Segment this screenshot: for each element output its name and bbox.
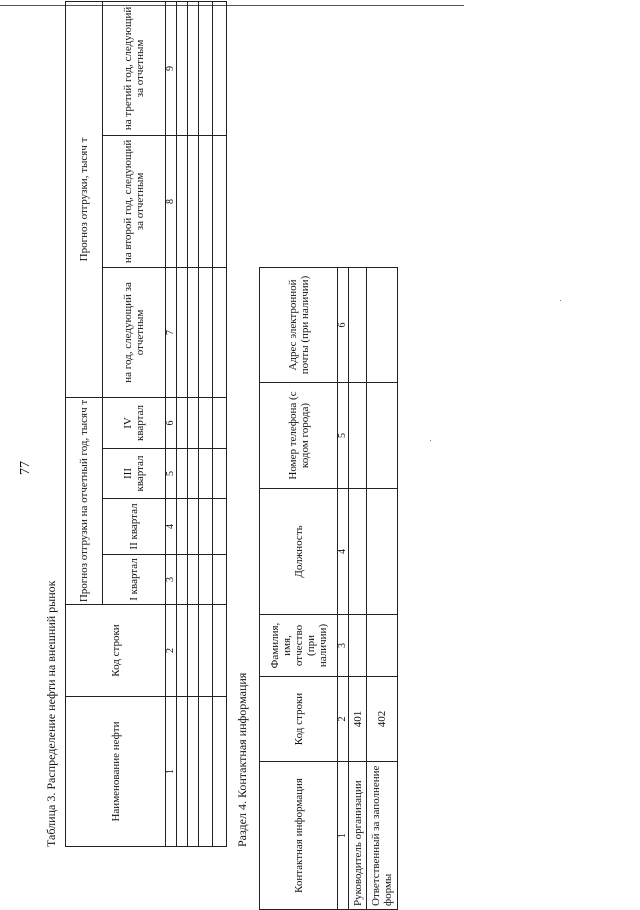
column-number: 5: [166, 449, 177, 499]
phone-cell[interactable]: [349, 383, 367, 489]
column-number: 4: [166, 499, 177, 555]
table-cell[interactable]: [213, 499, 227, 555]
header-q2: II квартал: [103, 499, 166, 555]
table4-contact-info: [259, 267, 398, 910]
table-cell[interactable]: [177, 267, 188, 397]
column-number: 6: [166, 397, 177, 448]
table-cell[interactable]: [188, 605, 199, 697]
table-cell[interactable]: [188, 135, 199, 267]
table-cell[interactable]: [177, 397, 188, 448]
table-cell[interactable]: [199, 555, 213, 605]
position-cell[interactable]: [367, 489, 398, 615]
table-cell[interactable]: [177, 555, 188, 605]
header-current-year-forecast: Прогноз отгрузки на отчетный год, тысяч т: [66, 397, 103, 604]
table-cell[interactable]: [177, 499, 188, 555]
table-row: [349, 268, 367, 910]
row-code: 401: [349, 677, 367, 762]
column-number: 8: [166, 135, 177, 267]
header-year1: на год, следующий за отчетным: [103, 267, 166, 397]
header-q3: III квартал: [103, 449, 166, 499]
table-row: [188, 1, 199, 846]
column-number: 9: [166, 1, 177, 135]
column-number: 5: [338, 383, 349, 489]
table-row: [367, 268, 398, 910]
table-cell[interactable]: [213, 397, 227, 448]
table-cell[interactable]: [188, 555, 199, 605]
table-cell[interactable]: [213, 449, 227, 499]
table-cell[interactable]: [188, 1, 199, 135]
column-number: 3: [338, 615, 349, 677]
column-number: 6: [338, 268, 349, 383]
header-row-code: Код строки: [66, 605, 166, 697]
column-number: 1: [338, 762, 349, 910]
column-number: 7: [166, 267, 177, 397]
contact-label: Ответственный за заполнение формы: [367, 762, 398, 910]
table-cell[interactable]: [199, 1, 213, 135]
header-position: Должность: [260, 489, 338, 615]
table3-oil-distribution: [65, 1, 227, 847]
table-cell[interactable]: [177, 697, 188, 847]
header-oil-name: Наименование нефти: [66, 697, 166, 847]
header-q1: I квартал: [103, 555, 166, 605]
header-year3: на третий год, следующий за отчетным: [103, 1, 166, 135]
page-number: 77: [18, 461, 33, 475]
table-cell[interactable]: [213, 605, 227, 697]
header-row-code: Код строки: [260, 677, 338, 762]
table-cell[interactable]: [199, 135, 213, 267]
column-number: 2: [338, 677, 349, 762]
header-contact-info: Контактная информация: [260, 762, 338, 910]
table-cell[interactable]: [177, 449, 188, 499]
table-cell[interactable]: [188, 397, 199, 448]
header-q4: IV квартал: [103, 397, 166, 448]
table-row: [213, 1, 227, 846]
header-future-forecast: Прогноз отгрузки, тысяч т: [66, 1, 103, 397]
table-cell[interactable]: [188, 697, 199, 847]
table4-caption: Раздел 4. Контактная информация: [235, 672, 249, 847]
table-cell[interactable]: [199, 267, 213, 397]
phone-cell[interactable]: [367, 383, 398, 489]
header-email: Адрес электронной почты (при наличии): [260, 268, 338, 383]
header-year2: на второй год, следующий за отчетным: [103, 135, 166, 267]
table-cell[interactable]: [177, 135, 188, 267]
column-number: 3: [166, 555, 177, 605]
table-cell[interactable]: [199, 499, 213, 555]
table-cell[interactable]: [213, 555, 227, 605]
table-cell[interactable]: [213, 135, 227, 267]
table-row: [177, 1, 188, 846]
table-cell[interactable]: [213, 1, 227, 135]
column-number: 4: [338, 489, 349, 615]
table-cell[interactable]: [213, 697, 227, 847]
table-row: [199, 1, 213, 846]
table3-caption: Таблица 3. Распределение нефти на внешний рынок: [44, 580, 58, 847]
table-cell[interactable]: [213, 267, 227, 397]
header-full-name: Фамилия, имя, отчество (при наличии): [260, 615, 338, 677]
row-code: 402: [367, 677, 398, 762]
column-number: 2: [166, 605, 177, 697]
contact-label: Руководитель организации: [349, 762, 367, 910]
table-cell[interactable]: [199, 605, 213, 697]
column-number: 1: [166, 697, 177, 847]
table-cell[interactable]: [177, 1, 188, 135]
full-name-cell[interactable]: [367, 615, 398, 677]
table-cell[interactable]: [188, 267, 199, 397]
table-cell[interactable]: [199, 397, 213, 448]
table-cell[interactable]: [199, 697, 213, 847]
header-phone: Номер телефона (с кодом города): [260, 383, 338, 489]
table-cell[interactable]: [188, 449, 199, 499]
table-cell[interactable]: [177, 605, 188, 697]
email-cell[interactable]: [349, 268, 367, 383]
full-name-cell[interactable]: [349, 615, 367, 677]
table-cell[interactable]: [188, 499, 199, 555]
table-cell[interactable]: [199, 449, 213, 499]
position-cell[interactable]: [349, 489, 367, 615]
email-cell[interactable]: [367, 268, 398, 383]
